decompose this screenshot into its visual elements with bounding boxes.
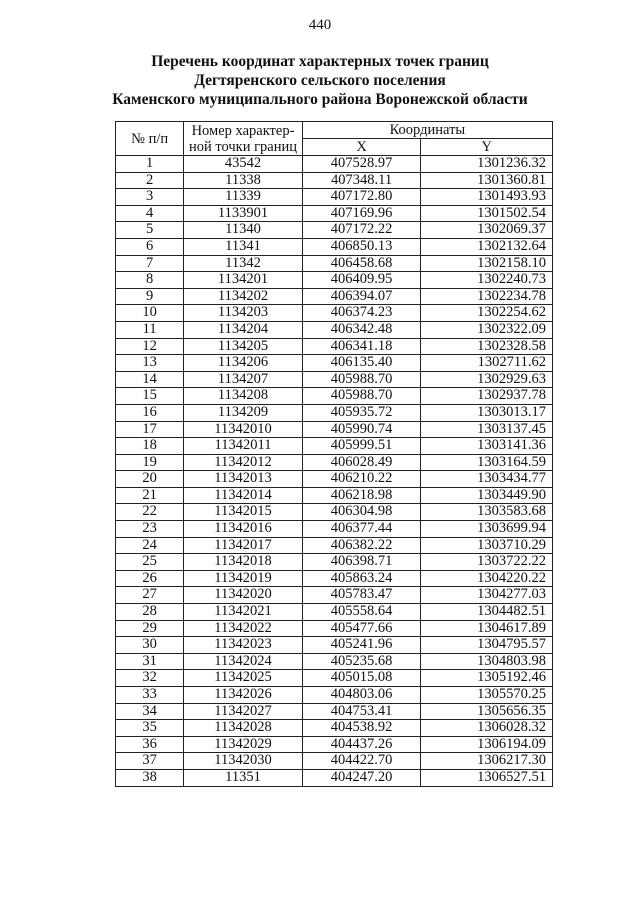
cell-x: 405863.24: [302, 570, 421, 587]
table-row: [116, 653, 553, 670]
table-row: [116, 687, 553, 704]
cell-x: 406135.40: [302, 355, 421, 372]
cell-row-number: 11: [116, 321, 184, 338]
cell-x: 406218.98: [302, 487, 421, 504]
table-row: [116, 222, 553, 239]
table-body: [116, 156, 553, 787]
cell-row-number: 18: [116, 438, 184, 455]
cell-row-number: 7: [116, 255, 184, 272]
cell-y: 1305570.25: [421, 687, 553, 704]
cell-y: 1302322.09: [421, 321, 553, 338]
cell-x: 406342.48: [302, 321, 421, 338]
cell-point-number: 11342027: [184, 703, 303, 720]
table-row: [116, 720, 553, 737]
cell-x: 406458.68: [302, 255, 421, 272]
table-row: [116, 471, 553, 488]
cell-row-number: 6: [116, 238, 184, 255]
cell-y: 1301360.81: [421, 172, 553, 189]
cell-x: 405558.64: [302, 604, 421, 621]
cell-x: 404538.92: [302, 720, 421, 737]
table-row: [116, 238, 553, 255]
cell-x: 406398.71: [302, 554, 421, 571]
cell-y: 1303710.29: [421, 537, 553, 554]
cell-x: 407528.97: [302, 156, 421, 173]
cell-x: 406028.49: [302, 454, 421, 471]
table-row: [116, 189, 553, 206]
table-row: [116, 156, 553, 173]
table-row: [116, 321, 553, 338]
cell-y: 1301493.93: [421, 189, 553, 206]
cell-point-number: 1134202: [184, 288, 303, 305]
cell-x: 406377.44: [302, 521, 421, 538]
table-row: [116, 620, 553, 637]
cell-y: 1306527.51: [421, 769, 553, 786]
cell-point-number: 11342028: [184, 720, 303, 737]
cell-row-number: 22: [116, 504, 184, 521]
cell-row-number: 24: [116, 537, 184, 554]
cell-y: 1302328.58: [421, 338, 553, 355]
cell-y: 1305192.46: [421, 670, 553, 687]
cell-row-number: 14: [116, 371, 184, 388]
cell-point-number: 11342030: [184, 753, 303, 770]
cell-x: 405015.08: [302, 670, 421, 687]
title-line-1: Перечень координат характерных точек границ: [151, 53, 489, 70]
cell-x: 405988.70: [302, 388, 421, 405]
cell-row-number: 27: [116, 587, 184, 604]
cell-point-number: 11342016: [184, 521, 303, 538]
table-row: [116, 703, 553, 720]
cell-row-number: 28: [116, 604, 184, 621]
cell-row-number: 32: [116, 670, 184, 687]
header-y: Y: [421, 139, 553, 156]
cell-row-number: 29: [116, 620, 184, 637]
cell-row-number: 4: [116, 205, 184, 222]
cell-row-number: 26: [116, 570, 184, 587]
cell-x: 405477.66: [302, 620, 421, 637]
table-row: [116, 504, 553, 521]
cell-row-number: 17: [116, 421, 184, 438]
cell-y: 1303449.90: [421, 487, 553, 504]
table-row: [116, 570, 553, 587]
cell-y: 1303722.22: [421, 554, 553, 571]
cell-point-number: 1133901: [184, 205, 303, 222]
header-x: X: [302, 139, 421, 156]
table-row: [116, 338, 553, 355]
cell-point-number: 11342022: [184, 620, 303, 637]
table-header: [116, 122, 553, 156]
cell-row-number: 31: [116, 653, 184, 670]
cell-y: 1305656.35: [421, 703, 553, 720]
cell-row-number: 36: [116, 736, 184, 753]
table-row: [116, 521, 553, 538]
cell-point-number: 11342020: [184, 587, 303, 604]
cell-row-number: 15: [116, 388, 184, 405]
cell-row-number: 30: [116, 637, 184, 654]
cell-x: 407169.96: [302, 205, 421, 222]
table-row: [116, 172, 553, 189]
cell-point-number: 11342: [184, 255, 303, 272]
cell-point-number: 1134207: [184, 371, 303, 388]
cell-row-number: 1: [116, 156, 184, 173]
cell-point-number: 43542: [184, 156, 303, 173]
cell-y: 1303013.17: [421, 404, 553, 421]
cell-row-number: 33: [116, 687, 184, 704]
cell-row-number: 2: [116, 172, 184, 189]
table-row: [116, 272, 553, 289]
cell-point-number: 11342019: [184, 570, 303, 587]
cell-x: 404753.41: [302, 703, 421, 720]
table-row: [116, 355, 553, 372]
cell-row-number: 38: [116, 769, 184, 786]
cell-row-number: 35: [116, 720, 184, 737]
table-row: [116, 670, 553, 687]
cell-y: 1302254.62: [421, 305, 553, 322]
page-number: 440: [308, 17, 332, 33]
table-row: [116, 255, 553, 272]
table-row: [116, 637, 553, 654]
cell-point-number: 11342017: [184, 537, 303, 554]
cell-x: 405935.72: [302, 404, 421, 421]
cell-point-number: 1134209: [184, 404, 303, 421]
table-row: [116, 753, 553, 770]
table-row: [116, 305, 553, 322]
cell-y: 1303583.68: [421, 504, 553, 521]
table-row: [116, 769, 553, 786]
cell-y: 1304803.98: [421, 653, 553, 670]
table-row: [116, 371, 553, 388]
cell-x: 406850.13: [302, 238, 421, 255]
cell-point-number: 11342010: [184, 421, 303, 438]
cell-y: 1303137.45: [421, 421, 553, 438]
cell-point-number: 11342013: [184, 471, 303, 488]
cell-y: 1302132.64: [421, 238, 553, 255]
cell-point-number: 11342011: [184, 438, 303, 455]
cell-point-number: 11342018: [184, 554, 303, 571]
cell-row-number: 3: [116, 189, 184, 206]
cell-point-number: 11341: [184, 238, 303, 255]
cell-point-number: 1134204: [184, 321, 303, 338]
cell-y: 1306028.32: [421, 720, 553, 737]
cell-x: 405783.47: [302, 587, 421, 604]
cell-x: 405241.96: [302, 637, 421, 654]
cell-y: 1303141.36: [421, 438, 553, 455]
table-row: [116, 421, 553, 438]
title-line-2: Дегтяренского сельского поселения: [194, 72, 446, 89]
cell-y: 1302711.62: [421, 355, 553, 372]
cell-y: 1304482.51: [421, 604, 553, 621]
cell-y: 1302234.78: [421, 288, 553, 305]
cell-y: 1304220.22: [421, 570, 553, 587]
cell-row-number: 16: [116, 404, 184, 421]
cell-x: 406341.18: [302, 338, 421, 355]
table-row: [116, 487, 553, 504]
cell-x: 406374.23: [302, 305, 421, 322]
cell-row-number: 37: [116, 753, 184, 770]
header-coordinates: Координаты: [302, 122, 552, 139]
cell-y: 1303164.59: [421, 454, 553, 471]
cell-y: 1303434.77: [421, 471, 553, 488]
table-row: [116, 587, 553, 604]
cell-row-number: 9: [116, 288, 184, 305]
cell-point-number: 1134205: [184, 338, 303, 355]
cell-x: 406382.22: [302, 537, 421, 554]
cell-x: 406409.95: [302, 272, 421, 289]
cell-x: 405988.70: [302, 371, 421, 388]
cell-x: 406210.22: [302, 471, 421, 488]
cell-y: 1306194.09: [421, 736, 553, 753]
cell-row-number: 23: [116, 521, 184, 538]
cell-row-number: 8: [116, 272, 184, 289]
table-row: [116, 537, 553, 554]
cell-y: 1302158.10: [421, 255, 553, 272]
cell-x: 404437.26: [302, 736, 421, 753]
table-row: [116, 388, 553, 405]
cell-x: 405990.74: [302, 421, 421, 438]
cell-row-number: 5: [116, 222, 184, 239]
cell-row-number: 10: [116, 305, 184, 322]
cell-row-number: 12: [116, 338, 184, 355]
cell-row-number: 25: [116, 554, 184, 571]
cell-row-number: 21: [116, 487, 184, 504]
cell-point-number: 11342021: [184, 604, 303, 621]
cell-point-number: 11342015: [184, 504, 303, 521]
cell-y: 1302069.37: [421, 222, 553, 239]
cell-y: 1302937.78: [421, 388, 553, 405]
cell-point-number: 11342029: [184, 736, 303, 753]
cell-x: 407172.22: [302, 222, 421, 239]
cell-point-number: 1134208: [184, 388, 303, 405]
table-row: [116, 736, 553, 753]
cell-x: 406304.98: [302, 504, 421, 521]
cell-x: 406394.07: [302, 288, 421, 305]
header-row-number: № п/п: [116, 122, 184, 156]
cell-row-number: 19: [116, 454, 184, 471]
table-row: [116, 288, 553, 305]
cell-point-number: 11342025: [184, 670, 303, 687]
table-row: [116, 404, 553, 421]
cell-point-number: 1134203: [184, 305, 303, 322]
cell-point-number: 11338: [184, 172, 303, 189]
table-row: [116, 438, 553, 455]
cell-y: 1301236.32: [421, 156, 553, 173]
table-row: [116, 604, 553, 621]
cell-y: 1302240.73: [421, 272, 553, 289]
cell-point-number: 11340: [184, 222, 303, 239]
document-title: [0, 52, 640, 109]
cell-y: 1301502.54: [421, 205, 553, 222]
cell-point-number: 11342014: [184, 487, 303, 504]
table-row: [116, 454, 553, 471]
cell-x: 404803.06: [302, 687, 421, 704]
cell-x: 407172.80: [302, 189, 421, 206]
cell-x: 405235.68: [302, 653, 421, 670]
cell-point-number: 11342026: [184, 687, 303, 704]
cell-point-number: 1134201: [184, 272, 303, 289]
cell-point-number: 11351: [184, 769, 303, 786]
cell-y: 1303699.94: [421, 521, 553, 538]
cell-point-number: 11342023: [184, 637, 303, 654]
cell-point-number: 11342024: [184, 653, 303, 670]
cell-y: 1302929.63: [421, 371, 553, 388]
coordinates-table: [115, 121, 553, 787]
cell-y: 1304617.89: [421, 620, 553, 637]
cell-x: 404422.70: [302, 753, 421, 770]
cell-row-number: 20: [116, 471, 184, 488]
title-line-3: Каменского муниципального района Воронежской области: [112, 91, 528, 108]
cell-row-number: 34: [116, 703, 184, 720]
cell-y: 1304795.57: [421, 637, 553, 654]
cell-point-number: 11342012: [184, 454, 303, 471]
table-row: [116, 554, 553, 571]
cell-point-number: 11339: [184, 189, 303, 206]
cell-point-number: 1134206: [184, 355, 303, 372]
cell-row-number: 13: [116, 355, 184, 372]
cell-y: 1306217.30: [421, 753, 553, 770]
cell-x: 405999.51: [302, 438, 421, 455]
table-row: [116, 205, 553, 222]
cell-y: 1304277.03: [421, 587, 553, 604]
cell-x: 407348.11: [302, 172, 421, 189]
header-point-number: Номер характер-ной точки границ: [184, 122, 303, 156]
cell-x: 404247.20: [302, 769, 421, 786]
